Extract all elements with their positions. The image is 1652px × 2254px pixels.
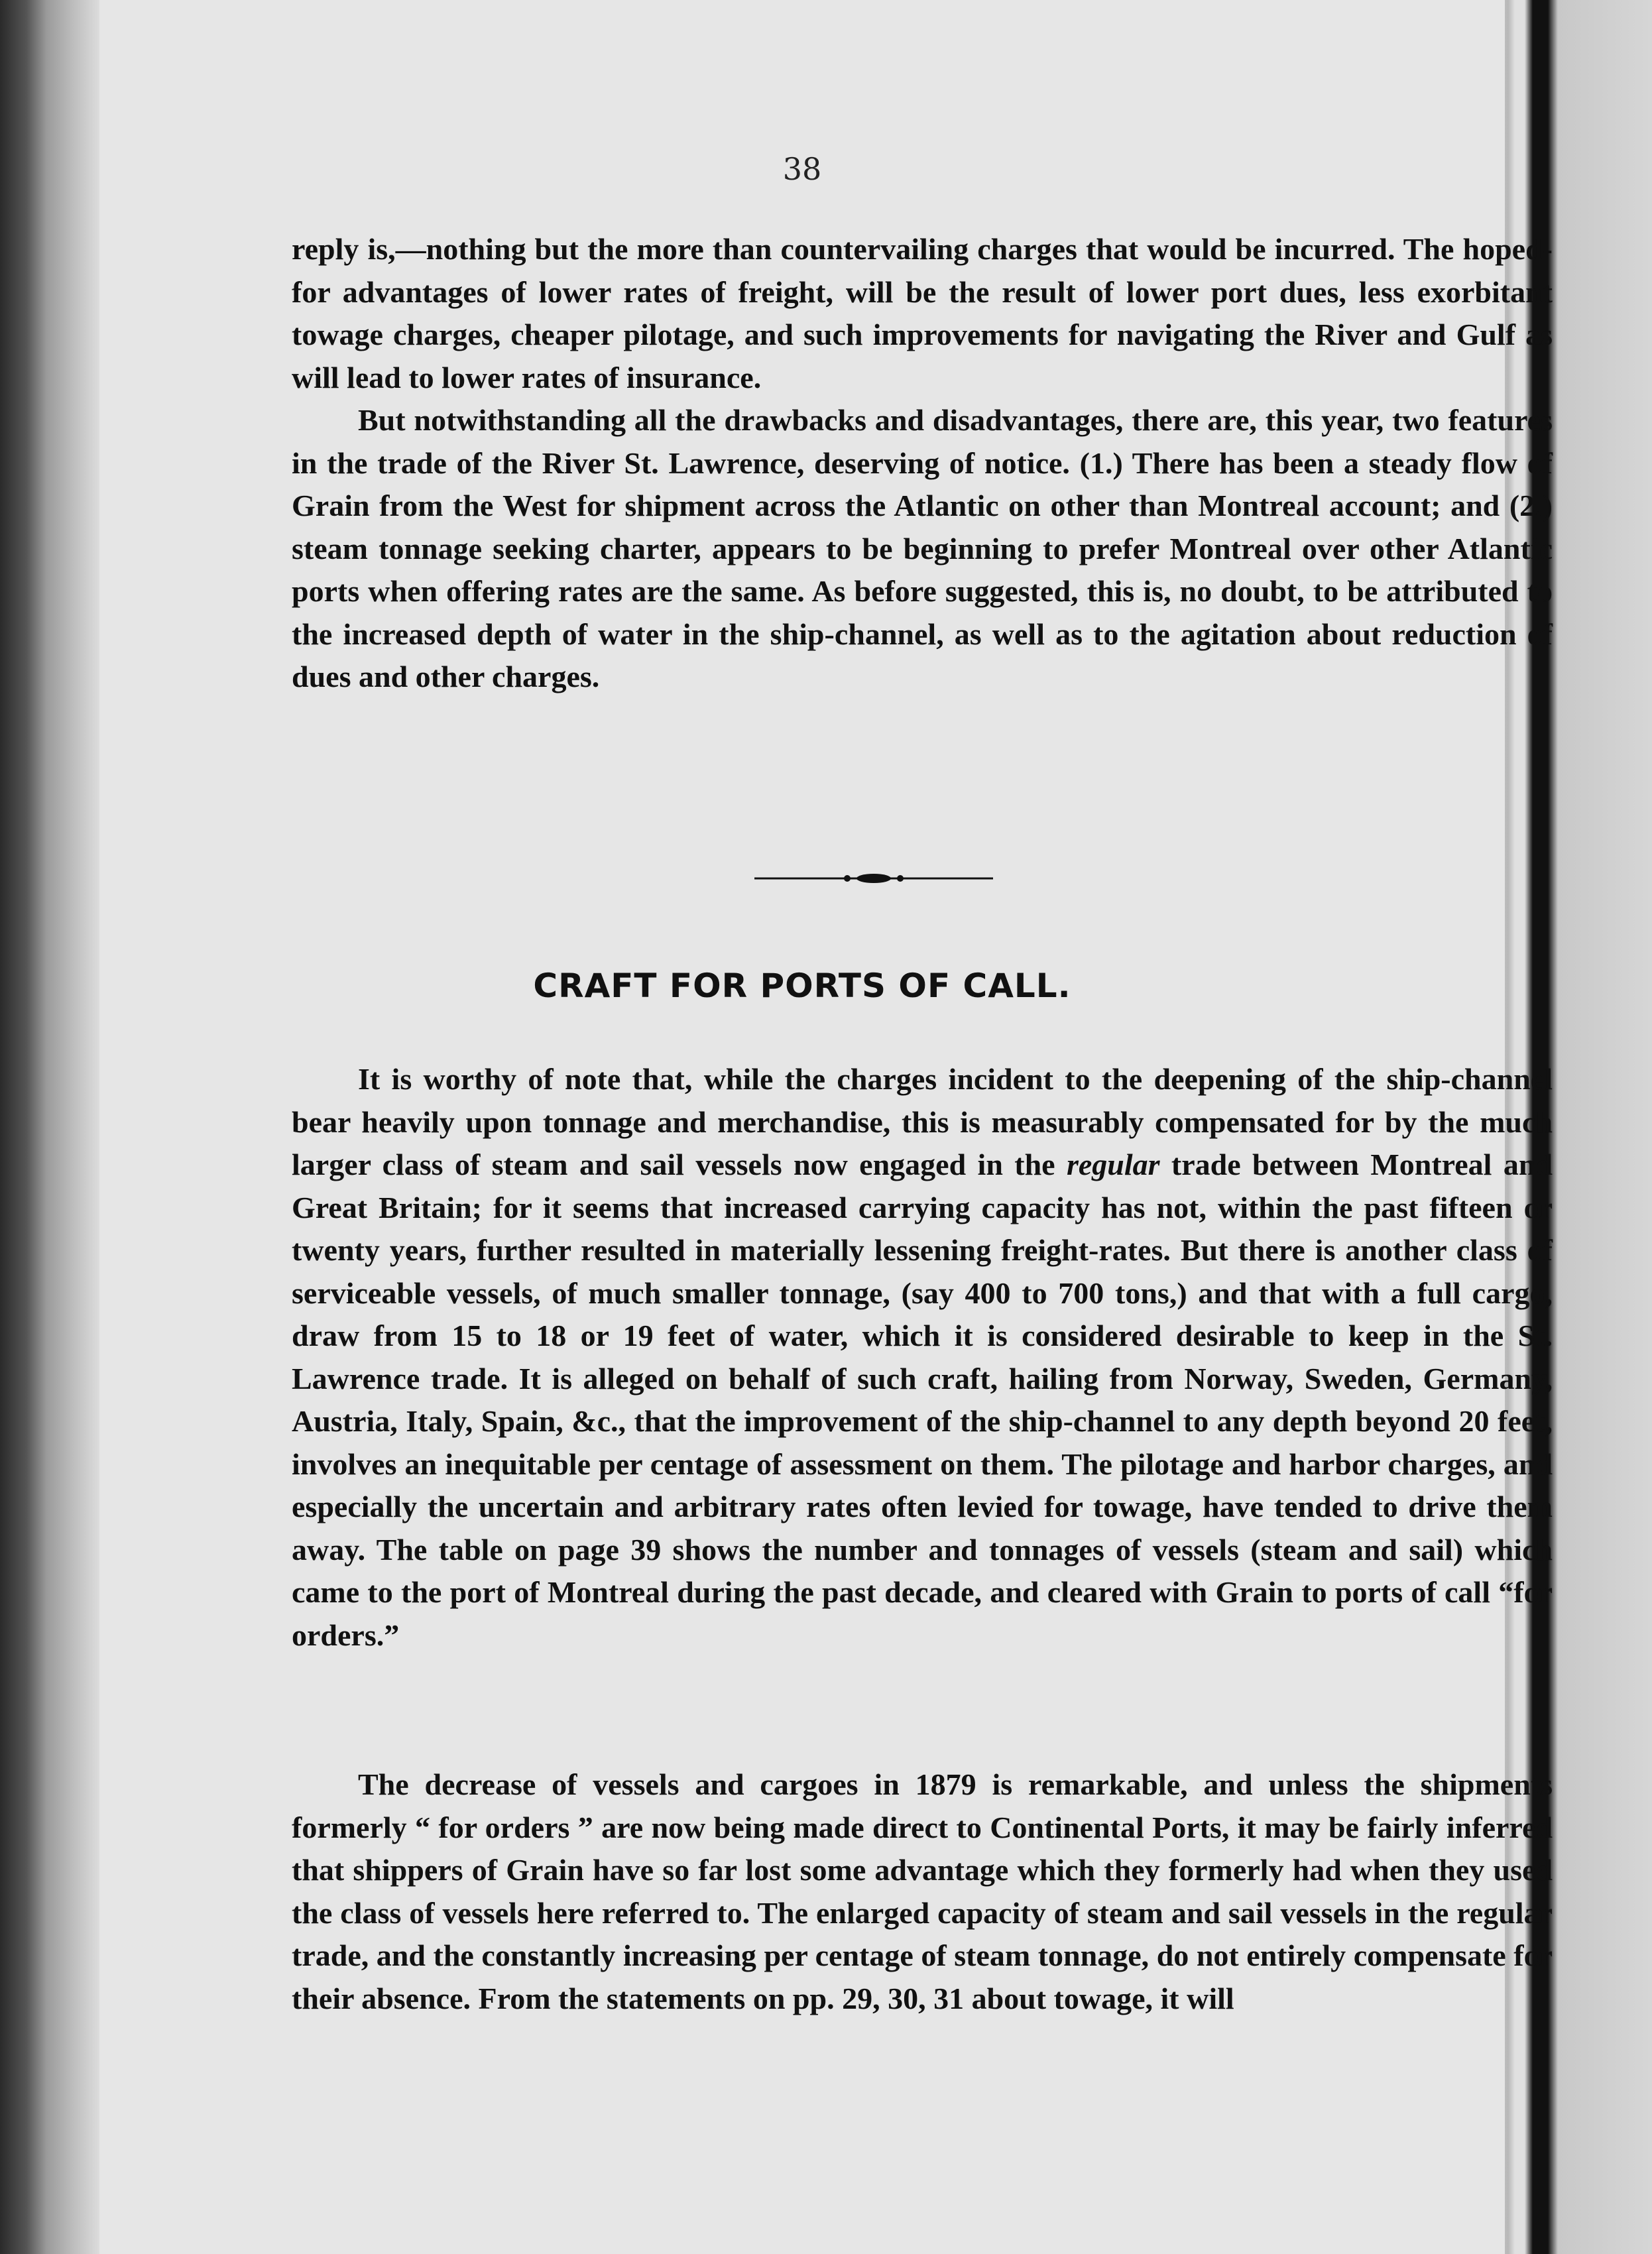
paragraph-notwithstanding: But notwithstanding all the drawbacks and disadvantages, there are, this year, two features in the trade of the River St. Lawrence, deserving of notice. (1.) There has been a steady flow of Grain from the West for shipment across the Atlantic on other than Montreal account; and (2.) steam tonnage seeking charter, appears to be beginning to prefer Montreal over other Atlantic ports when offering rates are the same. As before suggested, this is, no doubt, to be attributed to the increased depth of water in the ship-channel, as well as to the agitation about reduction of dues and other charges. [292,403,1553,693]
paragraph-text-part-1: It is worthy of note that, while the charges incident to the deepening of the ship-channel bear heavily upon tonnage and merchandise, this is measurably compensated for by the much larger class of steam and sail vessels now engaged in the [292,1062,1553,1181]
section-divider-ornament [754,868,993,888]
text-block-craft [292,1058,1553,1657]
text-block-decrease [292,1763,1553,2020]
paragraph-decrease-1879: The decrease of vessels and cargoes in 1879 is remarkable, and unless the shipments formerly “ for orders ” are now being made direct to Continental Ports, it may be fairly inferred that shippers of Grain have so far lost some advantage which they formerly had when they used the class of vessels here referred to. The enlarged capacity of steam and sail vessels in the regular trade, and the constantly increasing per centage of steam tonnage, do not entirely compensate for their absence. From the statements on pp. 29, 30, 31 about towage, it will [292,1767,1553,2015]
page-number: 38 [782,151,822,187]
text-block-top [292,228,1553,699]
italic-regular: regular [1066,1148,1160,1181]
page-38 [99,0,1553,2254]
paragraph-worthy-of-note [292,1058,1553,1657]
paragraph-text-part-2: trade between Montreal and Great Britain; for it seems that increased carrying capacity has not, within the past fifteen or twenty years, further resulted in materially lessening freight-rates. But there is another class of serviceable vessels, of much smaller tonnage, (say 400 to 700 tons,) and that with a full cargo, draw from 15 to 18 or 19 feet of water, which it is considered desirable to keep in the St. Lawrence trade. It is alleged on behalf of such craft, hailing from Norway, Sweden, Germany, Austria, Italy, Spain, &c., that the improvement of the ship-channel to any depth beyond 20 feet, involves an inequitable per centage of assessment on them. The pilotage and harbor charges, and especially the uncertain and arbitrary rates often levied for towage, have tended to drive them away. The table on page 39 shows the number and tonnages of vessels (steam and sail) which came to the port of Montreal during the past decade, and cleared with Grain to ports of call “for orders.” [292,1148,1553,1652]
section-heading: CRAFT FOR PORTS OF CALL. [533,967,1071,1005]
facing-page-bleed [1558,0,1652,2254]
paragraph-reply: reply is,—nothing but the more than countervailing charges that would be incurred. The hoped-for advantages of lower rates of freight, will be the result of lower port dues, less exorbitant towage charges, cheaper pilotage, and such improvements for navigating the River and Gulf as will lead to lower rates of insurance. [292,232,1553,394]
